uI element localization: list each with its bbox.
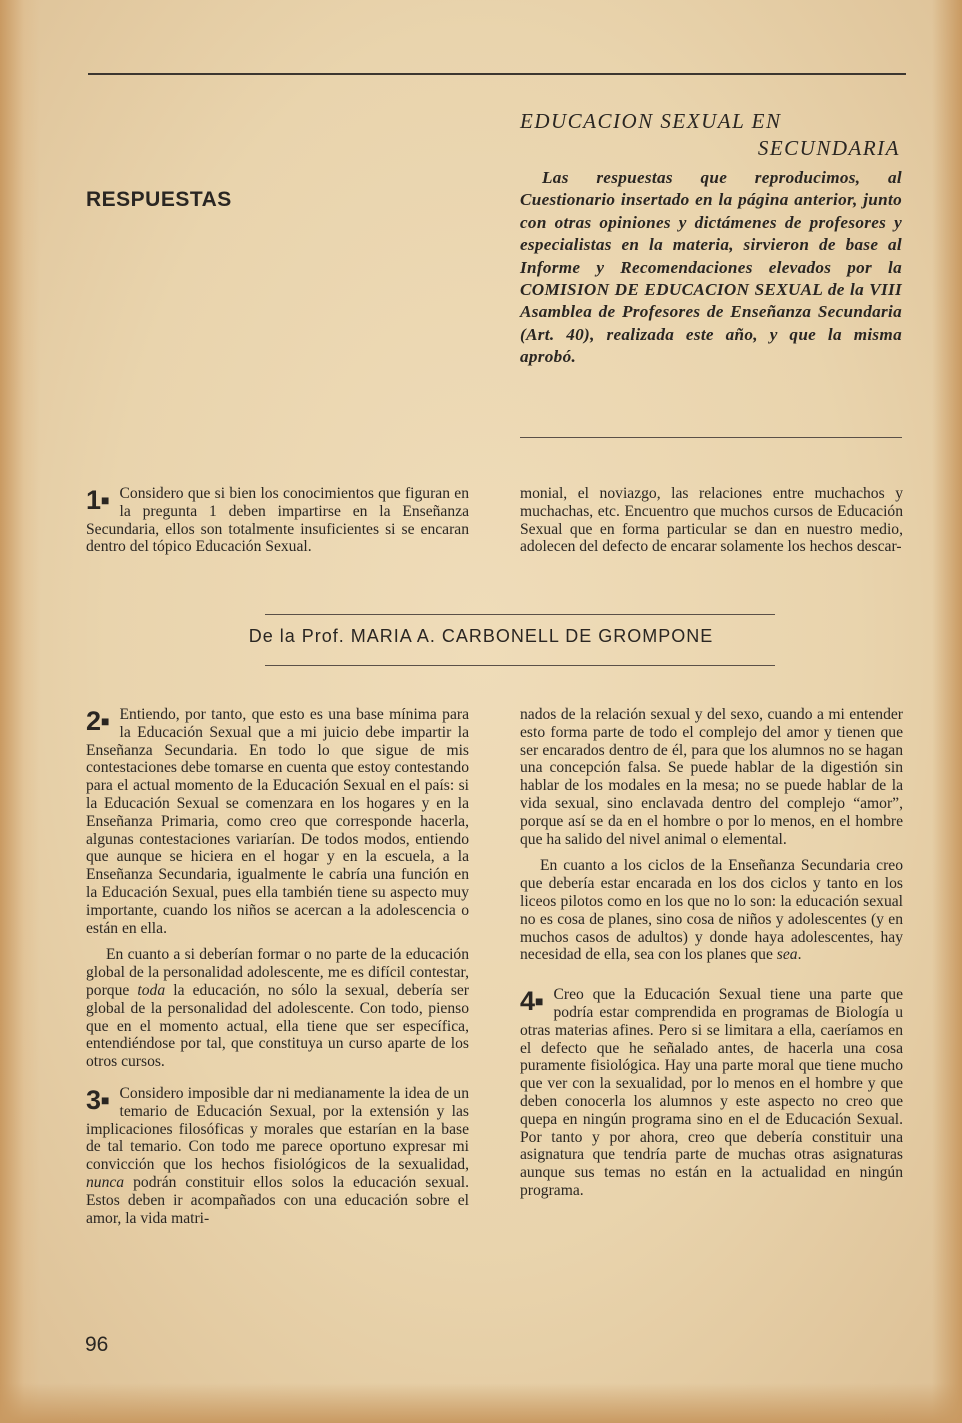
left-column xyxy=(86,706,469,1236)
answer-2-paragraph-1: Entiendo, por tanto, que esto es una base mínima para la Educación Sexual que a mi juicio debe impartir la Enseñanza Secundaria. En todo lo que sigue de mis contestaciones debe tomarse en cuenta que estoy contestando para el actual momento de la Educación Sexual en el país: si la Educación Sexual se comenzara en los hogares y en la Enseñanza Primaria, como creo que corresponde hacerla, algunas contestaciones variarían. De todos modos, entiendo que aunque se hiciera en el hogar y en la escuela, a la Enseñanza Secundaria, igualmente le cabría una función en la Educación Sexual, pues ella también tiene su aspecto muy importante, cuando los niños se acercan a la adolescencia o están en ella. xyxy=(86,706,469,937)
page-edge-bottom xyxy=(0,1383,962,1423)
intro-rule xyxy=(520,437,902,438)
answer-number-3: 3■ xyxy=(86,1084,110,1115)
byline-rule-top xyxy=(265,614,775,615)
article-title xyxy=(520,108,900,162)
answer-2-paragraph-3: nados de la relación sexual y del sexo, cuando a mi entender esto forma parte de todo el complejo del amor y tienen que ser encarados dentro de él, para que los alumnos no se hagan una concepción falsa. Se puede hablar de la digestión sin hablar de los modales en la mesa; no se puede hablar de la vida sexual, sino enclavada dentro del complejo “amor”, porque así se da en el hombre o por lo menos, en el hombre que ha salido del nivel animal o elemental. xyxy=(520,706,903,848)
answer-number-1: 1■ xyxy=(86,485,110,515)
answer-3-paragraph: Considero imposible dar ni medianamente la idea de un temario de Educación Sexual, por la extensión y las implicaciones filosóficas y morales que estarían en la base de tal temario. Con todo me parece oportuno expresar mi convicción que los hechos fisiológicos de la sexualidad, nunca podrán constituir ellos solos la educación sexual. Estos deben ir acompañados con una educación sobre el amor, la vida matri- xyxy=(86,1084,469,1227)
byline-rule-bottom xyxy=(265,665,775,666)
answer-2-paragraph-2: En cuanto a si deberían formar o no parte de la educación global de la personalidad adolescente, me es difícil contestar, porque toda la educación, no sólo la sexual, debería ser global de la personalidad del adolescente. Con todo, pienso que en el momento actual, ella tiene que ser específica, entendiéndose por tal, que constituya un curso aparte de los otros cursos. xyxy=(86,946,469,1071)
answer-1-text: Considero que si bien los conocimientos que figuran en la pregunta 1 deben impartirse en la Enseñanza Secundaria, ellos son totalmente insuficientes si se encaran dentro del tópico Educación Sexual. xyxy=(86,485,469,556)
title-line-1: EDUCACION SEXUAL EN xyxy=(520,109,782,133)
page-edge-left xyxy=(0,0,40,1423)
page-edge-right xyxy=(932,0,962,1423)
title-line-2: SECUNDARIA xyxy=(757,136,900,160)
page-number: 96 xyxy=(85,1333,109,1356)
intro-paragraph: Las respuestas que reproducimos, al Cuestionario insertado en la página anterior, junto con otras opiniones y dictámenes de profesores y especialistas en la materia, sirvieron de base al Informe y Recomendaciones elevados por la COMISION DE EDUCACION SEXUAL de la VIII Asamblea de Profesores de Enseñanza Secundaria (Art. 40), realizada este año, y que la misma aprobó. xyxy=(520,168,902,367)
answer-1-left xyxy=(86,485,469,565)
section-heading: RESPUESTAS xyxy=(86,188,232,211)
answer-4-paragraph: Creo que la Educación Sexual tiene una parte que podría estar comprendida en programas de Biología u otras materias afines. Pero si se limitara a ella, caeríamos en el defecto que he señalado antes, de hacerla una cosa puramente fisiológica. Hay una parte moral que tiene mucho que ver con la sexualidad, por lo menos en el hombre y que deben conocerla los alumnos y este aspecto no creo que quepa en ningún programa sino en el de Educación Sexual. Por tanto y por ahora, creo que debería constituir una asignatura que tendría parte de muchas otras asignaturas aunque sus temas no están en la actualidad en ningún programa. xyxy=(520,986,903,1199)
top-rule xyxy=(88,73,906,75)
answer-1-right xyxy=(520,485,903,565)
author-byline: De la Prof. MARIA A. CARBONELL DE GROMPONE xyxy=(248,626,714,646)
answer-2-paragraph-4: En cuanto a los ciclos de la Enseñanza Secundaria creo que debería estar encarada en los dos ciclos y tanto en los liceos pilotos como en los que no lo son: la educación sexual no es cosa de planes, sino cosa de niños y adolescentes (y en muchos casos de adultos) y donde haya adolescentes, hay necesidad de ella, sea con los planes que sea. xyxy=(520,857,903,964)
right-column xyxy=(520,706,903,1209)
answer-number-2: 2■ xyxy=(86,706,110,736)
answer-1-continuation: monial, el noviazgo, las relaciones entre muchachos y muchachas, etc. Encuentro que muchos cursos de Educación Sexual que en forma particular se dan en nuestro medio, adolecen del defecto de encarar solamente los hechos descar- xyxy=(520,485,903,556)
answer-number-4: 4■ xyxy=(520,986,544,1017)
